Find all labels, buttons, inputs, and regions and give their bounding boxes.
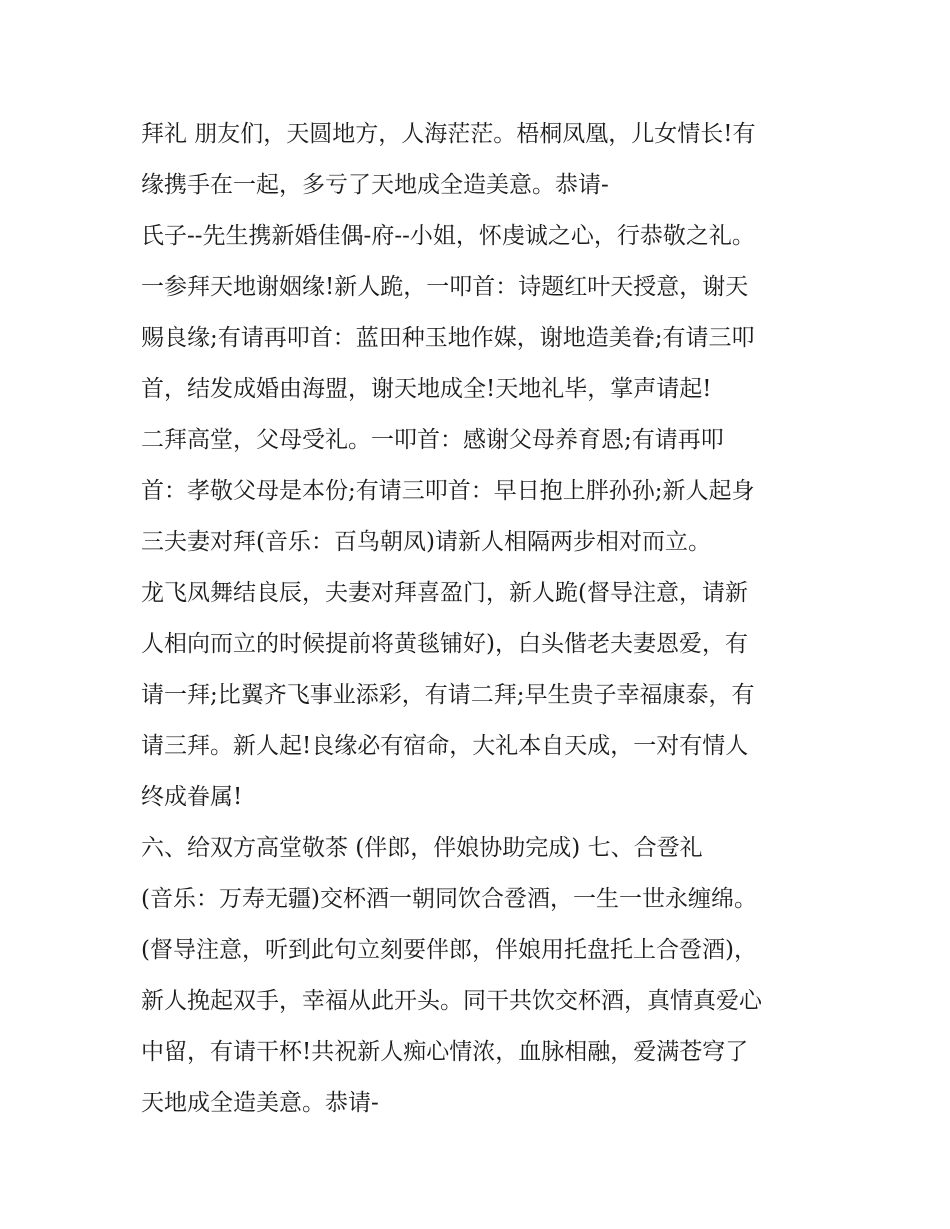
- text-line: 首：孝敬父母是本份;有请三叩首：早日抱上胖孙孙;新人起身: [141, 478, 755, 504]
- text-line: 请一拜;比翼齐飞事业添彩，有请二拜;早生贵子幸福康泰，有: [141, 682, 755, 708]
- text-line: 天地成全造美意。恭请-: [141, 1090, 379, 1116]
- text-line: 终成眷属!: [141, 784, 243, 810]
- text-line: 龙飞凤舞结良辰，夫妻对拜喜盈门，新人跪(督导注意，请新: [141, 580, 748, 606]
- text-line: 一参拜天地谢姻缘!新人跪，一叩首：诗题红叶天授意，谢天: [141, 274, 749, 300]
- text-line: 缘携手在一起，多亏了天地成全造美意。恭请-: [141, 172, 609, 198]
- text-line: 请三拜。新人起!良缘必有宿命，大礼本自天成，一对有情人: [141, 733, 749, 759]
- text-line: 人相向而立的时候提前将黄毯铺好)，白头偕老夫妻恩爱，有: [141, 631, 748, 657]
- body-text: [141, 109, 831, 1129]
- text-line: 三夫妻对拜(音乐：百鸟朝凤)请新人相隔两步相对而立。: [141, 529, 711, 555]
- text-line: (督导注意，听到此句立刻要伴郎，伴娘用托盘托上合卺酒)，: [141, 937, 757, 963]
- text-line: 中留，有请干杯!共祝新人痴心情浓，血脉相融，爱满苍穹了: [141, 1039, 749, 1065]
- text-line: (音乐：万寿无疆)交杯酒一朝同饮合卺酒，一生一世永缠绵。: [141, 886, 757, 912]
- text-line: 拜礼 朋友们，天圆地方，人海茫茫。梧桐凤凰，儿女情长!有: [141, 121, 756, 147]
- text-line: 六、给双方高堂敬茶 (伴郎，伴娘协助完成) 七、合卺礼: [141, 835, 703, 861]
- text-line: 首，结发成婚由海盟，谢天地成全!天地礼毕，掌声请起!: [141, 376, 712, 402]
- text-line: 新人挽起双手，幸福从此开头。同干共饮交杯酒，真情真爱心: [141, 988, 762, 1014]
- text-line: 二拜高堂，父母受礼。一叩首：感谢父母养育恩;有请再叩: [141, 427, 724, 453]
- text-line: 氏子--先生携新婚佳偶-府--小姐，怀虔诚之心，行恭敬之礼。: [141, 223, 755, 249]
- text-line: 赐良缘;有请再叩首：蓝田种玉地作媒，谢地造美眷;有请三叩: [141, 325, 755, 351]
